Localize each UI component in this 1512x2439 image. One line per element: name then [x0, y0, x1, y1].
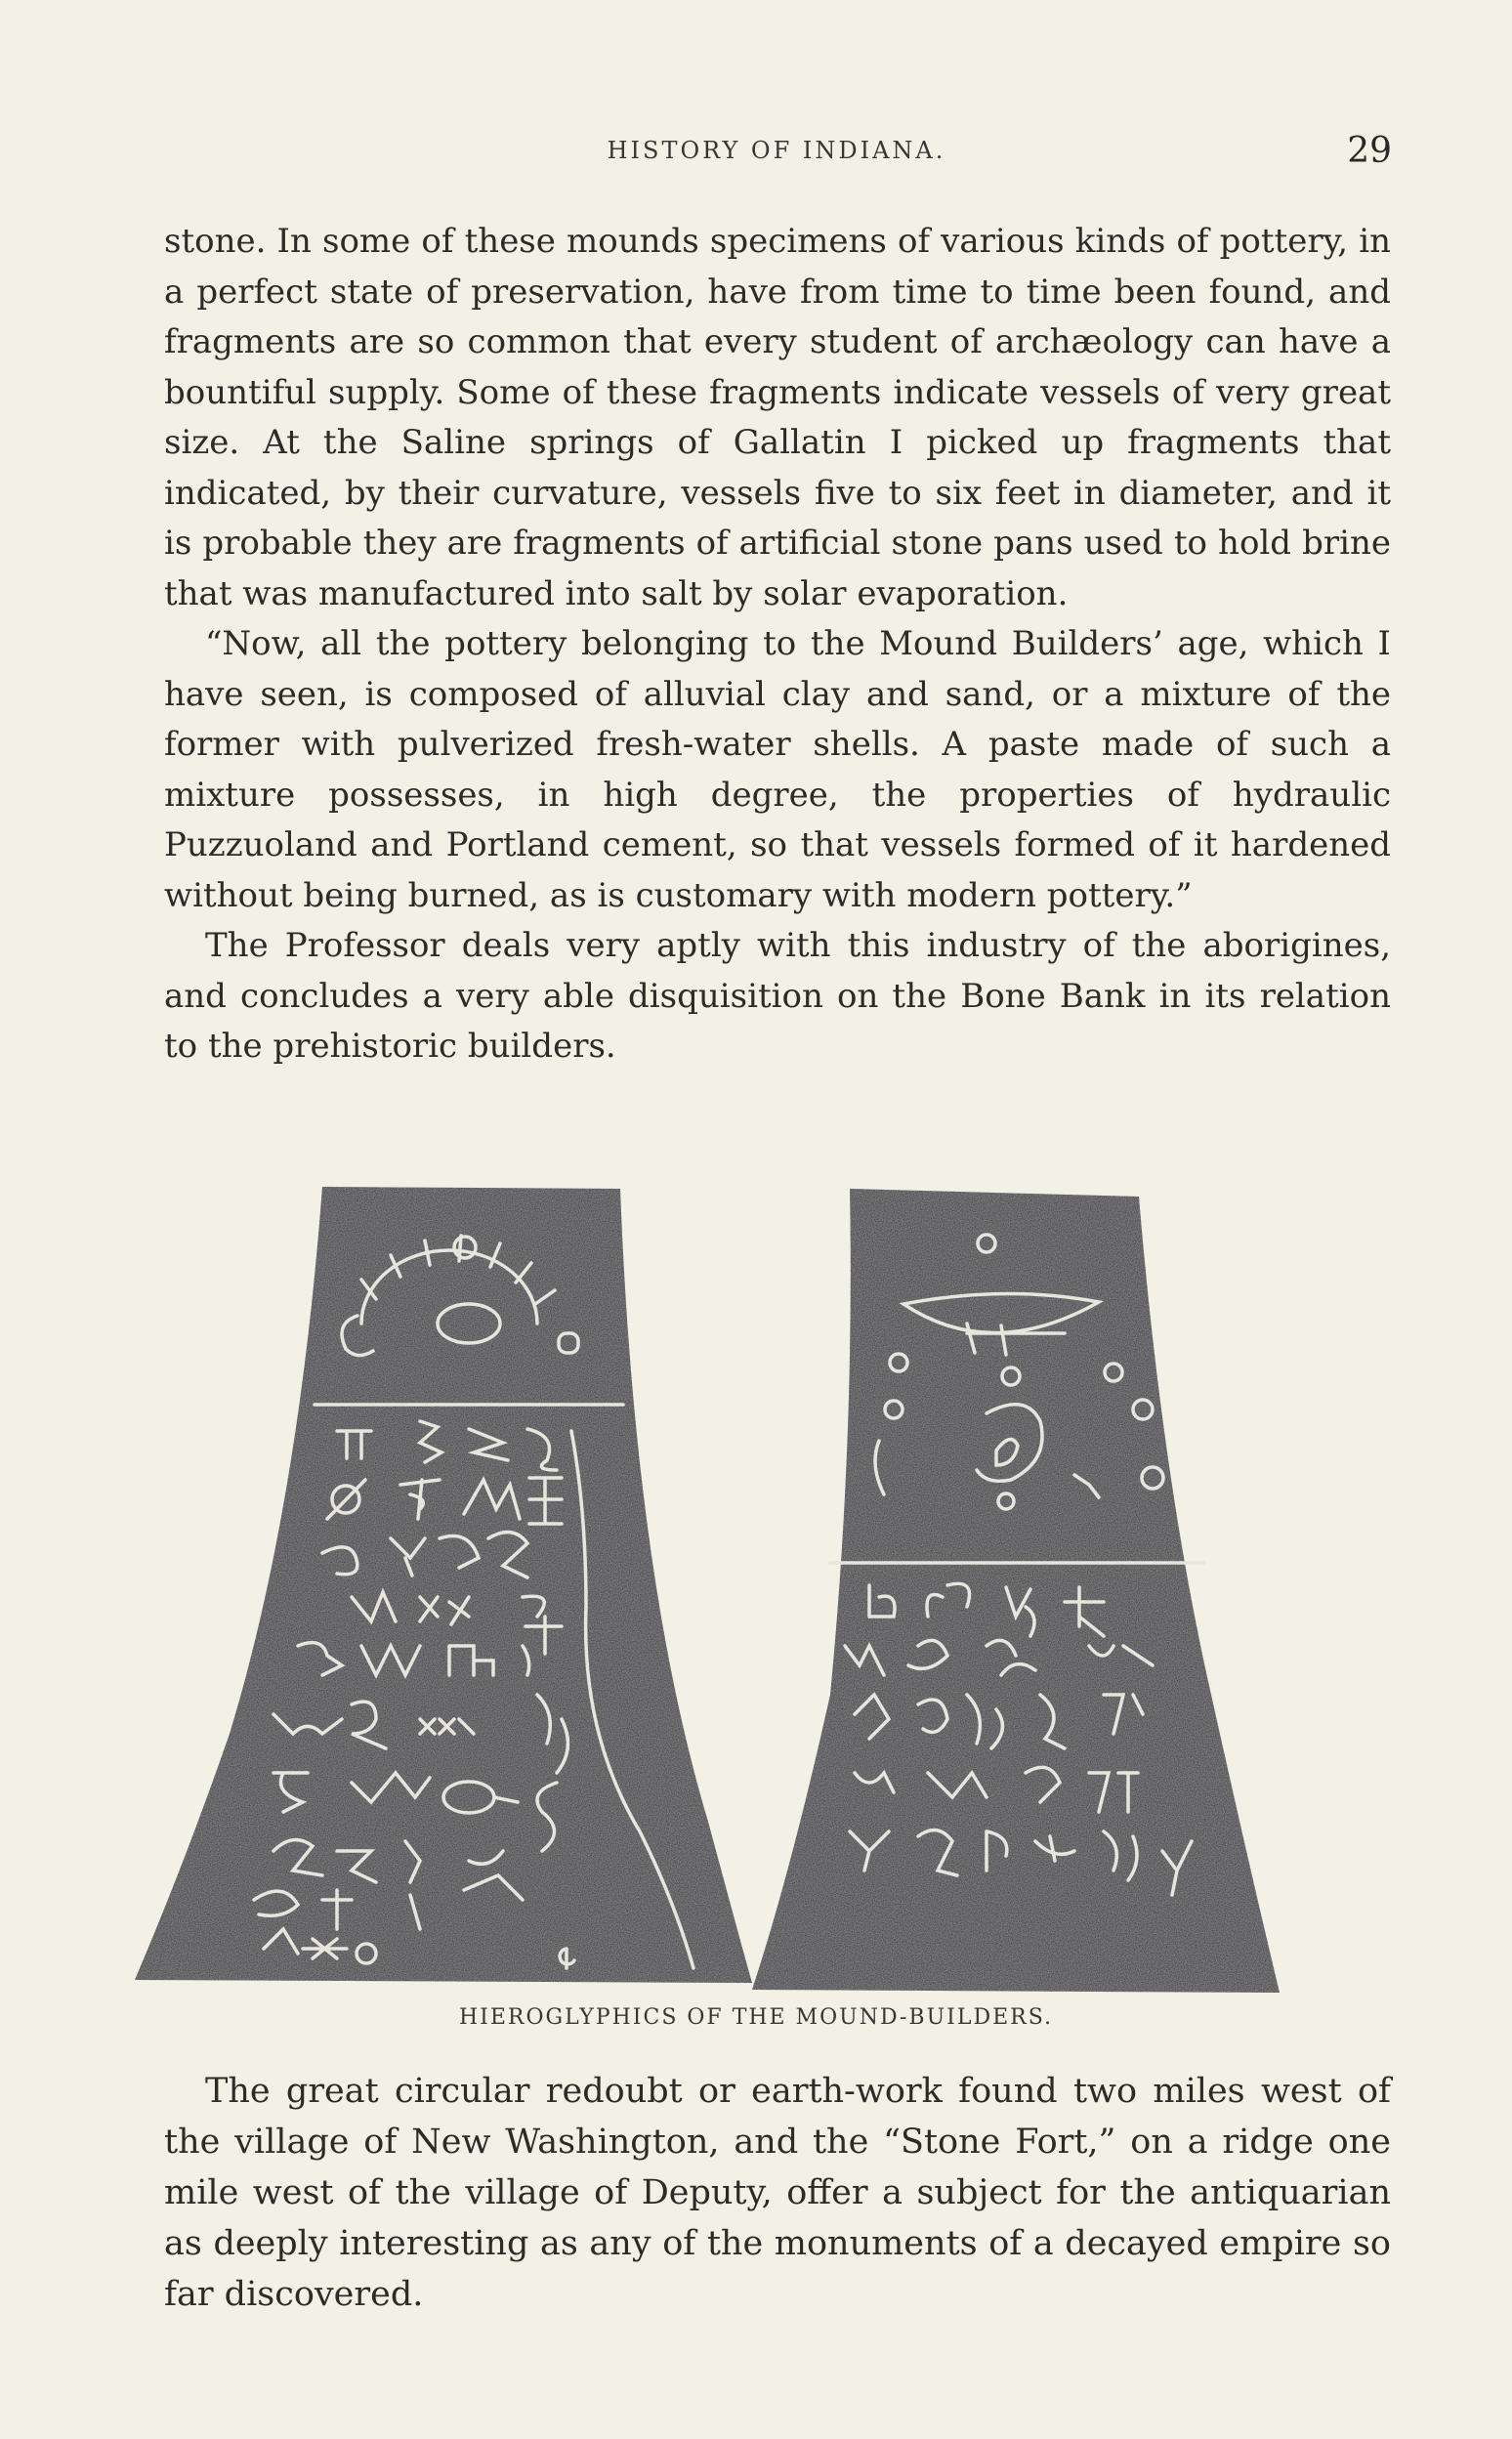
left-inscribed-stone: [135, 1187, 752, 1983]
hieroglyph-illustration: [127, 1187, 1441, 2002]
page-number: 29: [1347, 131, 1392, 171]
hieroglyph-figure: [127, 1187, 1441, 2002]
paragraph: “Now, all the pottery belonging to the Mound Builders’ age, which I have seen, is composed of alluvial clay and sand, or a mixture of the former with pulverized fresh-water shells. A paste made of such a mixture possesses, in high degree, the properties of hydraulic Puzzuoland and Portland cement, so that vessels formed of it hardened without being burned, as is customary with modern pottery.”: [164, 624, 1391, 915]
right-inscribed-stone: [752, 1189, 1280, 1993]
paragraph: The great circular redoubt or earth-work found two miles west of the village of New Washington, and the “Stone Fort,” on a ridge one mile west of the village of Deputy, offer a subject for the antiquarian as deeply interesting as any of the monuments of a decayed empire so far discovered.: [164, 2072, 1391, 2314]
body-text-top: [164, 217, 1391, 1072]
figure-caption: HIEROGLYPHICS OF THE MOUND-BUILDERS.: [458, 2005, 1053, 2030]
paragraph: stone. In some of these mounds specimens of various kinds of pottery, in a perfect state of preservation, have from time to time been found, and fragments are so common that every student of archæology can have a bountiful supply. Some of these fragments indicate vessels of very great size. At the Saline springs of Gallatin I picked up fragments that indicated, by their curvature, vessels five to six feet in diameter, and it is probable they are fragments of artificial stone pans used to hold brine that was manufactured into salt by solar evaporation.: [164, 222, 1391, 613]
body-text-bottom: [164, 2066, 1391, 2320]
paragraph: The Professor deals very aptly with this industry of the aborigines, and concludes a very able disquisition on the Bone Bank in its relation to the prehistoric builders.: [164, 926, 1391, 1066]
running-head: [161, 131, 1392, 176]
running-title: HISTORY OF INDIANA.: [607, 137, 946, 164]
